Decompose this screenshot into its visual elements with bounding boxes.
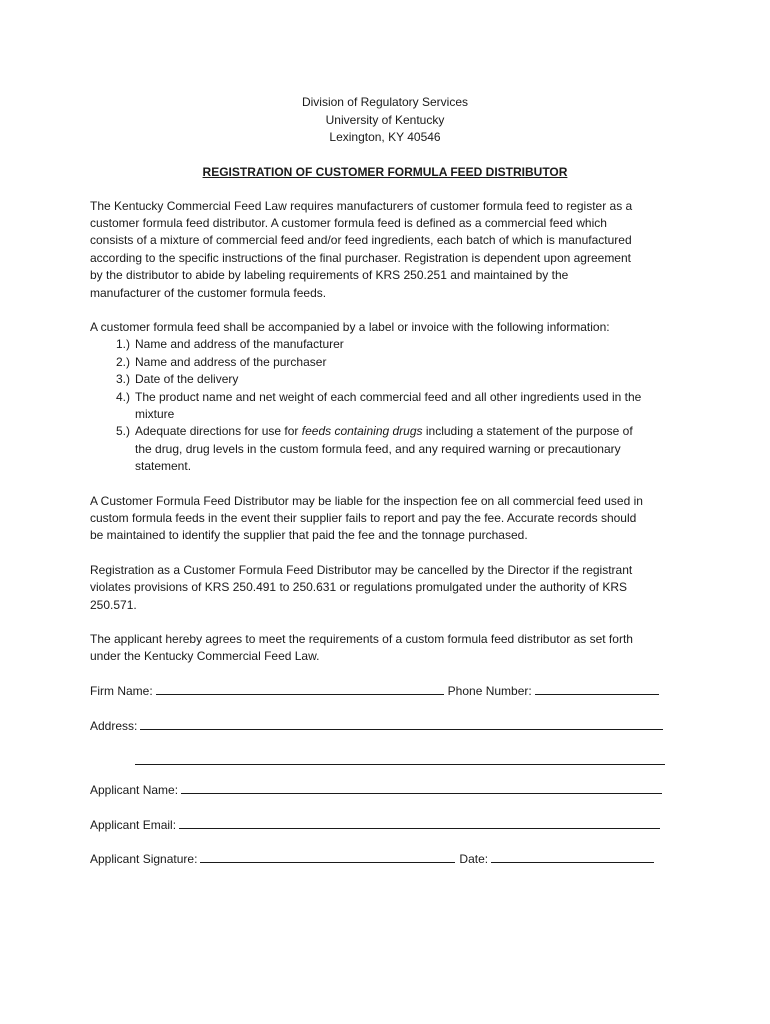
list-item: [90, 389, 680, 424]
firm-name-label: Firm Name:: [90, 683, 153, 698]
applicant-email-field[interactable]: [179, 817, 660, 829]
date-label: Date:: [459, 851, 489, 866]
list-number: 2.): [115, 354, 130, 369]
firm-phone-row: [90, 683, 680, 700]
list-text: [135, 423, 680, 475]
list-item: [90, 336, 680, 353]
cancellation-line: Registration as a Customer Formula Feed Distributor may be cancelled by the Director if the registrant: [90, 562, 633, 577]
accompany-text: A customer formula feed shall be accompanied by a label or invoice with the following information:: [90, 319, 610, 334]
liability-line: be maintained to identify the supplier that paid the fee and the tonnage purchased.: [90, 528, 528, 543]
document-title: REGISTRATION OF CUSTOMER FORMULA FEED DISTRIBUTOR: [202, 164, 568, 179]
firm-name-field[interactable]: [156, 683, 444, 695]
cancellation-line: violates provisions of KRS 250.491 to 250.631 or regulations promulgated under the authority of KRS: [90, 580, 627, 595]
intro-line: according to the specific instructions of the final purchaser. Registration is dependent upon agreement: [90, 250, 631, 265]
signature-field[interactable]: [200, 851, 455, 863]
signature-label: Applicant Signature:: [90, 851, 198, 866]
date-field[interactable]: [491, 851, 654, 863]
list-text-post: including a statement of the purpose of: [422, 424, 633, 439]
address-row-2: [90, 753, 680, 765]
list-item: [90, 423, 680, 475]
list-text-line: The product name and net weight of each commercial feed and all other ingredients used in the: [135, 389, 642, 404]
list-text: [135, 389, 680, 424]
address-field-line-2[interactable]: [135, 753, 665, 765]
intro-paragraph: [90, 198, 680, 302]
address-row: [90, 718, 680, 735]
address-label: Address:: [90, 718, 138, 733]
applicant-name-row: [90, 782, 680, 799]
applicant-email-row: [90, 817, 680, 834]
agreement-line: The applicant hereby agrees to meet the requirements of a custom formula feed distributor as set forth: [90, 632, 633, 647]
liability-line: custom formula feeds in the event their supplier fails to report and pay the fee. Accurate records should: [90, 511, 637, 525]
list-text-pre: Adequate directions for use for: [135, 424, 302, 439]
list-number: 3.): [115, 372, 130, 387]
cancellation-paragraph: [90, 562, 680, 614]
list-text-emphasis: feeds containing drugs: [301, 424, 423, 439]
agency-address: Lexington, KY 40546: [329, 130, 441, 144]
list-text: Name and address of the purchaser: [135, 354, 327, 369]
agreement-line: under the Kentucky Commercial Feed Law.: [90, 649, 320, 664]
list-text-line: statement.: [135, 459, 192, 474]
list-text-line: mixture: [135, 406, 175, 421]
applicant-name-field[interactable]: [181, 782, 662, 794]
list-text-line: the drug, drug levels in the custom formula feed, and any required warning or precautionary: [135, 441, 621, 456]
list-number: 1.): [115, 337, 130, 352]
agency-division: Division of Regulatory Services: [301, 95, 469, 109]
applicant-name-label: Applicant Name:: [90, 782, 179, 797]
requirements-list: [90, 336, 680, 475]
intro-line: consists of a mixture of commercial feed and/or feed ingredients, each batch of which is manufactured: [90, 233, 632, 248]
list-text: Name and address of the manufacturer: [135, 337, 344, 352]
address-field[interactable]: [140, 718, 663, 730]
applicant-email-label: Applicant Email:: [90, 817, 177, 832]
agency-header: [90, 94, 680, 147]
agreement-paragraph: [90, 631, 680, 666]
list-text: Date of the delivery: [135, 372, 239, 387]
liability-paragraph: [90, 493, 680, 545]
intro-line: customer formula feed distributor. A customer formula feed is defined as a commercial feed which: [90, 215, 607, 230]
list-item: [90, 354, 680, 371]
agency-university: University of Kentucky: [325, 112, 445, 127]
intro-line: manufacturer of the customer formula feeds.: [90, 285, 327, 300]
liability-line: A Customer Formula Feed Distributor may be liable for the inspection fee on all commercial feed used in: [90, 493, 643, 508]
list-number: 5.): [115, 424, 130, 439]
registration-form-page: [90, 94, 680, 868]
intro-line: by the distributor to abide by labeling requirements of KRS 250.251 and maintained by the: [90, 268, 569, 283]
accompany-paragraph: [90, 319, 680, 476]
list-item: [90, 371, 680, 388]
cancellation-line: 250.571.: [90, 597, 137, 612]
intro-line: The Kentucky Commercial Feed Law requires manufacturers of customer formula feed to register as a: [90, 198, 633, 213]
phone-number-label: Phone Number:: [447, 683, 532, 698]
list-number: 4.): [115, 389, 130, 404]
signature-date-row: [90, 851, 680, 868]
phone-number-field[interactable]: [535, 683, 659, 695]
